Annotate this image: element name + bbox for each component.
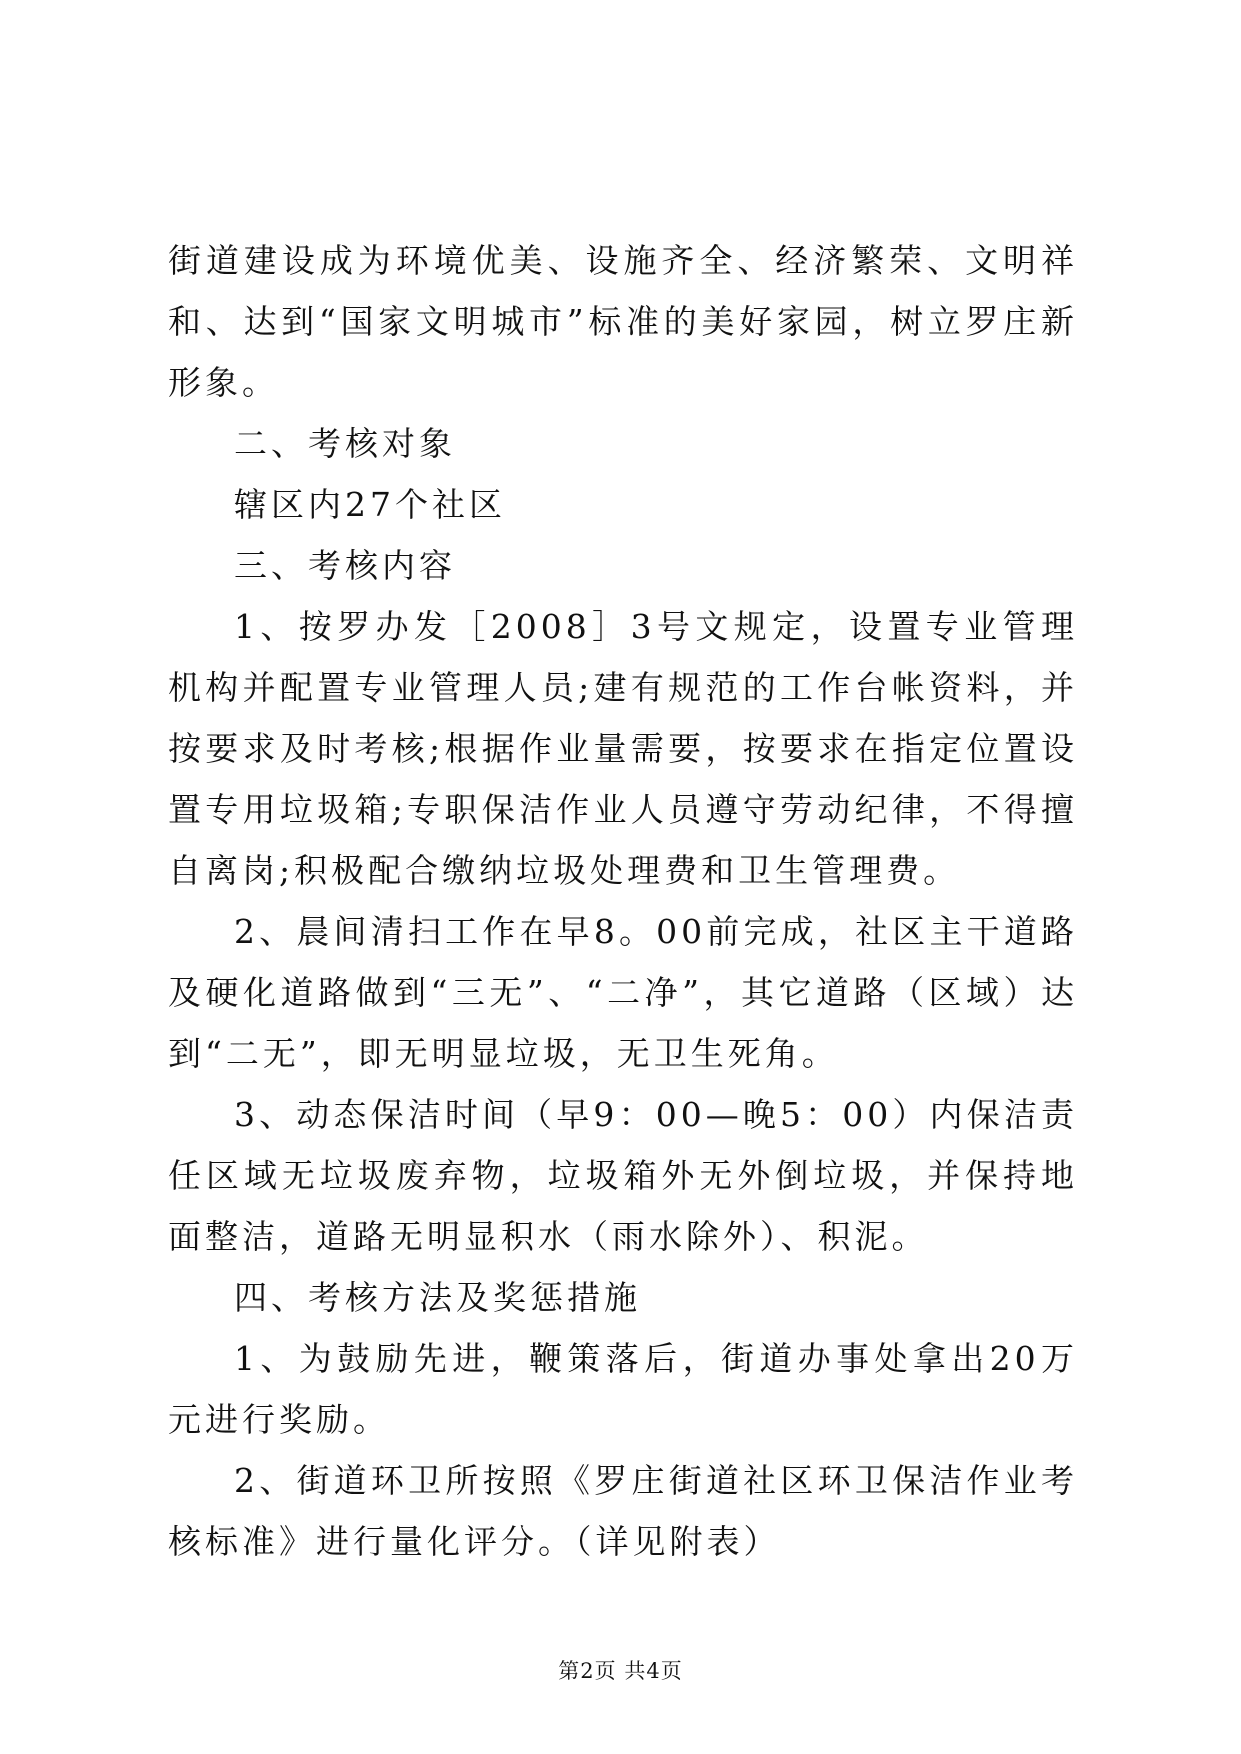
paragraph-reward-fund: 1、为鼓励先进，鞭策落后，街道办事处拿出20万元进行奖励。 — [168, 1339, 1078, 1439]
section-heading-assessment-content: 三、考核内容 — [234, 546, 456, 585]
section-heading-assessment-target: 二、考核对象 — [234, 424, 456, 463]
section-heading-methods-rewards: 四、考核方法及奖惩措施 — [234, 1278, 641, 1317]
paragraph-continuation: 街道建设成为环境优美、设施齐全、经济繁荣、文明祥和、达到“国家文明城市”标准的美好家园，树立罗庄新形象。 — [168, 241, 1078, 402]
page-number-footer: 第2页 共4页 — [558, 1659, 683, 1683]
paragraph-scoring-standard: 2、街道环卫所按照《罗庄街道社区环卫保洁作业考核标准》进行量化评分。（详见附表） — [168, 1461, 1078, 1561]
document-body — [168, 230, 1078, 1572]
paragraph-item-2-morning-cleaning: 2、晨间清扫工作在早8。00前完成，社区主干道路及硬化道路做到“三无”、“二净”，其它道路（区域）达到“二无”，即无明显垃圾，无卫生死角。 — [168, 912, 1078, 1073]
paragraph-item-3-dynamic-cleaning: 3、动态保洁时间（早9：00—晚5：00）内保洁责任区域无垃圾废弃物，垃圾箱外无外倒垃圾，并保持地面整洁，道路无明显积水（雨水除外）、积泥。 — [168, 1095, 1078, 1256]
paragraph-communities: 辖区内27个社区 — [234, 485, 506, 524]
paragraph-item-1-management: 1、按罗办发［2008］3号文规定，设置专业管理机构并配置专业管理人员;建有规范的工作台帐资料，并按要求及时考核;根据作业量需要，按要求在指定位置设置专用垃圾箱;专职保洁作业人员遵守劳动纪律，不得擅自离岗;积极配合缴纳垃圾处理费和卫生管理费。 — [168, 607, 1078, 890]
